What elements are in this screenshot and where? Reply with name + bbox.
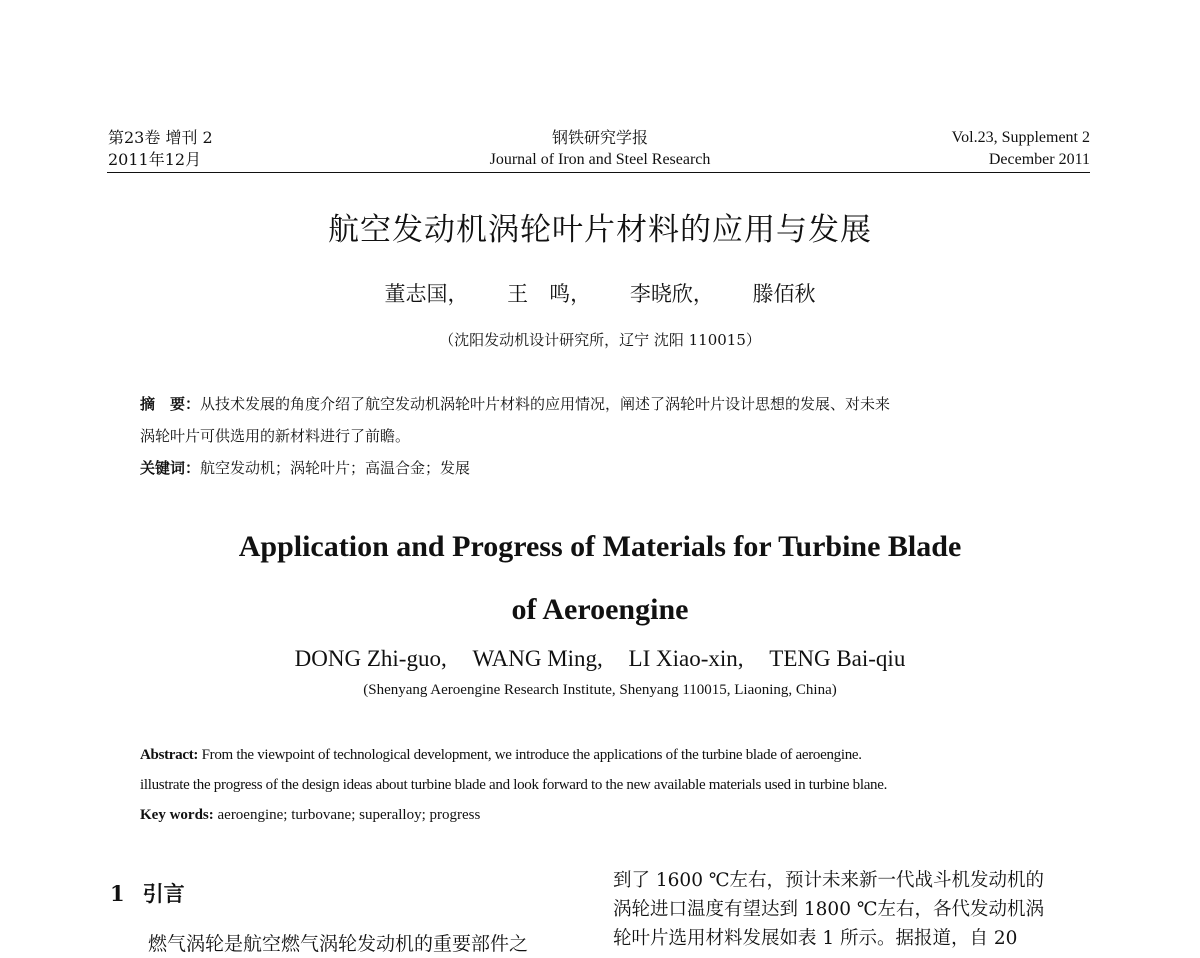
keywords-cn-text: 航空发动机；涡轮叶片；高温合金；发展 — [200, 459, 471, 477]
body-right-column — [613, 866, 1091, 953]
author-cn: 王 鸣， — [507, 282, 592, 306]
author-list-en — [0, 645, 1200, 673]
paper-title-en-line1: Application and Progress of Materials for Turbine Blade — [238, 530, 962, 563]
author-en: DONG Zhi-guo, — [294, 646, 447, 671]
keywords-en — [140, 800, 1100, 830]
section-title: 引言 — [142, 881, 185, 906]
abstract-cn-text: 从技术发展的角度介绍了航空发动机涡轮叶片材料的应用情况，阐述了涡轮叶片设计思想的发展、对未来 — [200, 395, 891, 413]
abstract-en — [140, 740, 1100, 830]
abstract-cn-label: 摘 要： — [140, 395, 201, 413]
affiliation-en: (Shenyang Aeroengine Research Institute, Shenyang 110015, Liaoning, China) — [363, 682, 837, 698]
author-cn: 滕佰秋 — [752, 282, 816, 306]
paper-title-cn: 航空发动机涡轮叶片材料的应用与发展 — [328, 212, 872, 248]
abstract-en-text: From the viewpoint of technological development, we introduce the applications of the turbine blade of aeroengine. — [201, 747, 862, 763]
header-journal-cn: 钢铁研究学报 — [551, 128, 648, 147]
keywords-en-text: aeroengine; turbovane; superalloy; progress — [217, 807, 481, 823]
body-left-column: 燃气涡轮是航空燃气涡轮发动机的重要部件之 — [148, 933, 529, 955]
keywords-cn-label: 关键词： — [140, 459, 201, 477]
header-journal-en: Journal of Iron and Steel Research — [489, 151, 711, 168]
keywords-cn — [140, 452, 1070, 484]
section-number: 1 — [110, 881, 125, 906]
abstract-en-text: illustrate the progress of the design ideas about turbine blade and look forward to the new available materials used in turbine blane. — [140, 777, 888, 793]
header-volume-en: Vol.23, Supplement 2 — [951, 129, 1090, 146]
affiliation-cn: （沈阳发动机设计研究所，辽宁 沈阳 110015） — [439, 331, 761, 349]
author-en: LI Xiao-xin, — [628, 646, 744, 671]
body-text-line: 涡轮进口温度有望达到 1800 ℃左右，各代发动机涡 — [613, 899, 1045, 920]
author-en: TENG Bai-qiu — [769, 646, 906, 671]
body-text-line: 到了 1600 ℃左右，预计未来新一代战斗机发动机的 — [613, 870, 1045, 891]
abstract-cn-line — [140, 388, 1070, 420]
author-cn: 李晓欣， — [629, 282, 714, 306]
author-en: WANG Ming, — [472, 646, 603, 671]
body-text-line: 轮叶片选用材料发展如表 1 所示。据报道，自 20 — [613, 928, 1018, 949]
header-date: 2011年12月 — [108, 150, 202, 169]
header-date-en: December 2011 — [988, 151, 1090, 168]
abstract-cn-text: 涡轮叶片可供选用的新材料进行了前瞻。 — [140, 427, 411, 445]
author-cn: 董志国， — [384, 282, 469, 306]
section-heading — [110, 880, 185, 908]
header-volume: 第23卷 增刊 2 — [108, 128, 213, 147]
abstract-en-label: Abstract: — [140, 747, 199, 763]
abstract-en-line — [140, 740, 1100, 770]
paper-title-en-line2: of Aeroengine — [511, 593, 689, 626]
abstract-cn — [140, 388, 1070, 484]
author-list-cn — [0, 280, 1200, 308]
header-rule — [107, 172, 1090, 173]
keywords-en-label: Key words: — [140, 807, 214, 823]
